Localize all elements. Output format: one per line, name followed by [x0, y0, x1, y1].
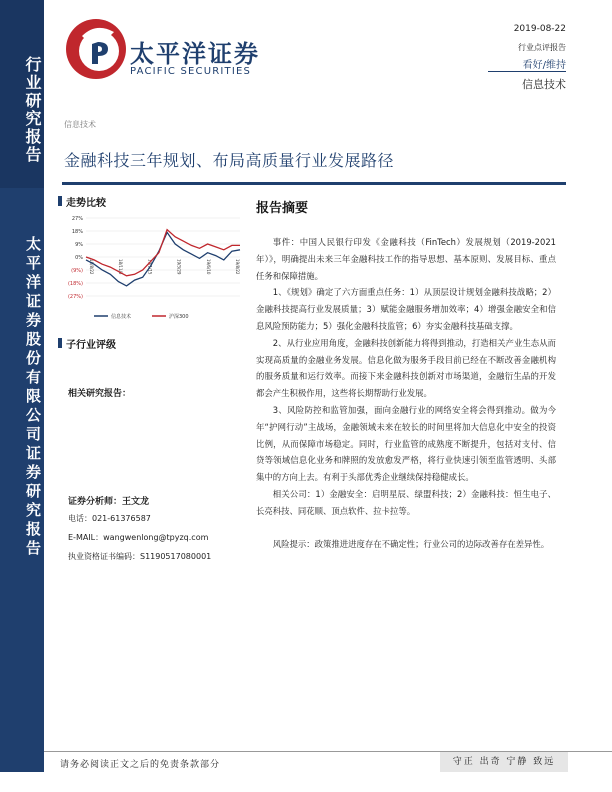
brand-name-en: PACIFIC SECURITIES [130, 66, 252, 77]
related-reports-heading: 相关研究报告： [68, 389, 132, 399]
sidebar-company: 太平洋证券股份有限公司证券研究报告 [24, 236, 42, 559]
series-line [86, 230, 240, 276]
industry-label: 信息技术 [522, 78, 566, 91]
y-tick-label: (27%) [67, 294, 83, 300]
y-tick-label: 27% [71, 216, 83, 222]
x-tick-label: 19/1/15 [147, 259, 153, 275]
analyst-cert: 执业资格证书编码：S1190517080001 [68, 552, 212, 561]
footer-disclaimer: 请务必阅读正文之后的免责条款部分 [60, 760, 221, 770]
x-tick-label: 18/11/3 [118, 259, 124, 275]
sidebar-report-type: 行业研究报告 [23, 56, 42, 164]
summary-paragraph: 事件：中国人民银行印发《金融科技（FinTech）发展规划（2019-2021 年）》，明确提出未来三年金融科技工作的指导思想、基本原则、发展目标、重点任务和保障措施。 [256, 237, 556, 281]
left-sidebar [0, 0, 44, 772]
title-divider [62, 182, 566, 185]
trend-chart [64, 212, 244, 324]
y-tick-label: (18%) [67, 281, 83, 287]
summary-paragraph: 相关公司：1）金融安全：启明星辰、绿盟科技；2）金融科技：恒生电子、长亮科技、同花顺、顶点软件、拉卡拉等。 [256, 488, 556, 516]
report-date: 2019-08-22 [513, 24, 566, 34]
y-tick-label: 18% [71, 229, 83, 235]
analyst-email[interactable]: E-MAIL：wangwenlong@tpyzq.com [68, 533, 209, 542]
summary-paragraph: 1、《规划》确定了六方面重点任务：1）从顶层设计规划金融科技战略；2）金融科技提高行业发展质量；3）赋能金融服务增加效率；4）增强金融安全和信息风险预防能力；5）强化金融科技监管；6）夯实金融科技基础支撑。 [256, 287, 556, 331]
report-type: 行业点评报告 [518, 43, 566, 52]
y-tick-label: 9% [75, 242, 83, 248]
analyst-label: 证券分析师：王文龙 [68, 497, 150, 507]
header-rule [488, 71, 566, 72]
legend-label: 信息技术 [111, 314, 132, 320]
summary-paragraph: 2、从行业应用角度，金融科技创新能力将得到推动，打造相关产业生态从而实现高质量的金融业务发展。信息化做为服务手段目前已经在不断改善金融机构的服务质量和运行效率。而接下来金融科技创新对市场渠道，金融衍生品的开发都会产生积极作用，这些将长期帮助行业发展。 [256, 337, 556, 399]
sub-industry-rating-heading: 子行业评级 [66, 336, 116, 351]
analyst-phone: 电话：021-61376587 [68, 514, 151, 523]
category-label: 信息技术 [64, 120, 96, 129]
footer-motto: 守正 出奇 宁静 致远 [440, 752, 568, 772]
summary-paragraph: 3、风险防控和监管加强，面向金融行业的网络安全将会得到推动。做为今年“护网行动”主战场，金融领域未来在较长的时间里将加大信息化中安全的投资比例，从而保障市场稳定。同时，行业监管的成熟度不断提升，包括对支付、信贷等领域信息化业务和牌照的发放愈发严格，将行业快速引领至监管透明、头部集中的方向上去。有利于头部优秀企业继续保持稳健成长。 [256, 404, 556, 483]
trend-heading: 走势比较 [66, 194, 106, 209]
summary-paragraph: 风险提示：政策推进进度存在不确定性；行业公司的边际改善存在差异性。 [272, 538, 550, 549]
summary-body [256, 234, 556, 552]
x-tick-label: 18/8/22 [89, 259, 94, 275]
summary-heading: 报告摘要 [256, 201, 309, 216]
rating: 看好/维持 [522, 60, 566, 71]
y-tick-label: 0% [75, 255, 83, 261]
x-tick-label: 19/6/10 [205, 259, 211, 275]
x-tick-label: 19/3/29 [176, 259, 182, 275]
x-tick-label: 19/8/22 [235, 259, 240, 275]
legend-label: 沪深300 [169, 314, 189, 320]
y-tick-label: (9%) [71, 268, 83, 274]
brand-name-cn: 太平洋证券 [130, 40, 260, 68]
report-title: 金融科技三年规划、布局高质量行业发展路径 [64, 151, 395, 170]
